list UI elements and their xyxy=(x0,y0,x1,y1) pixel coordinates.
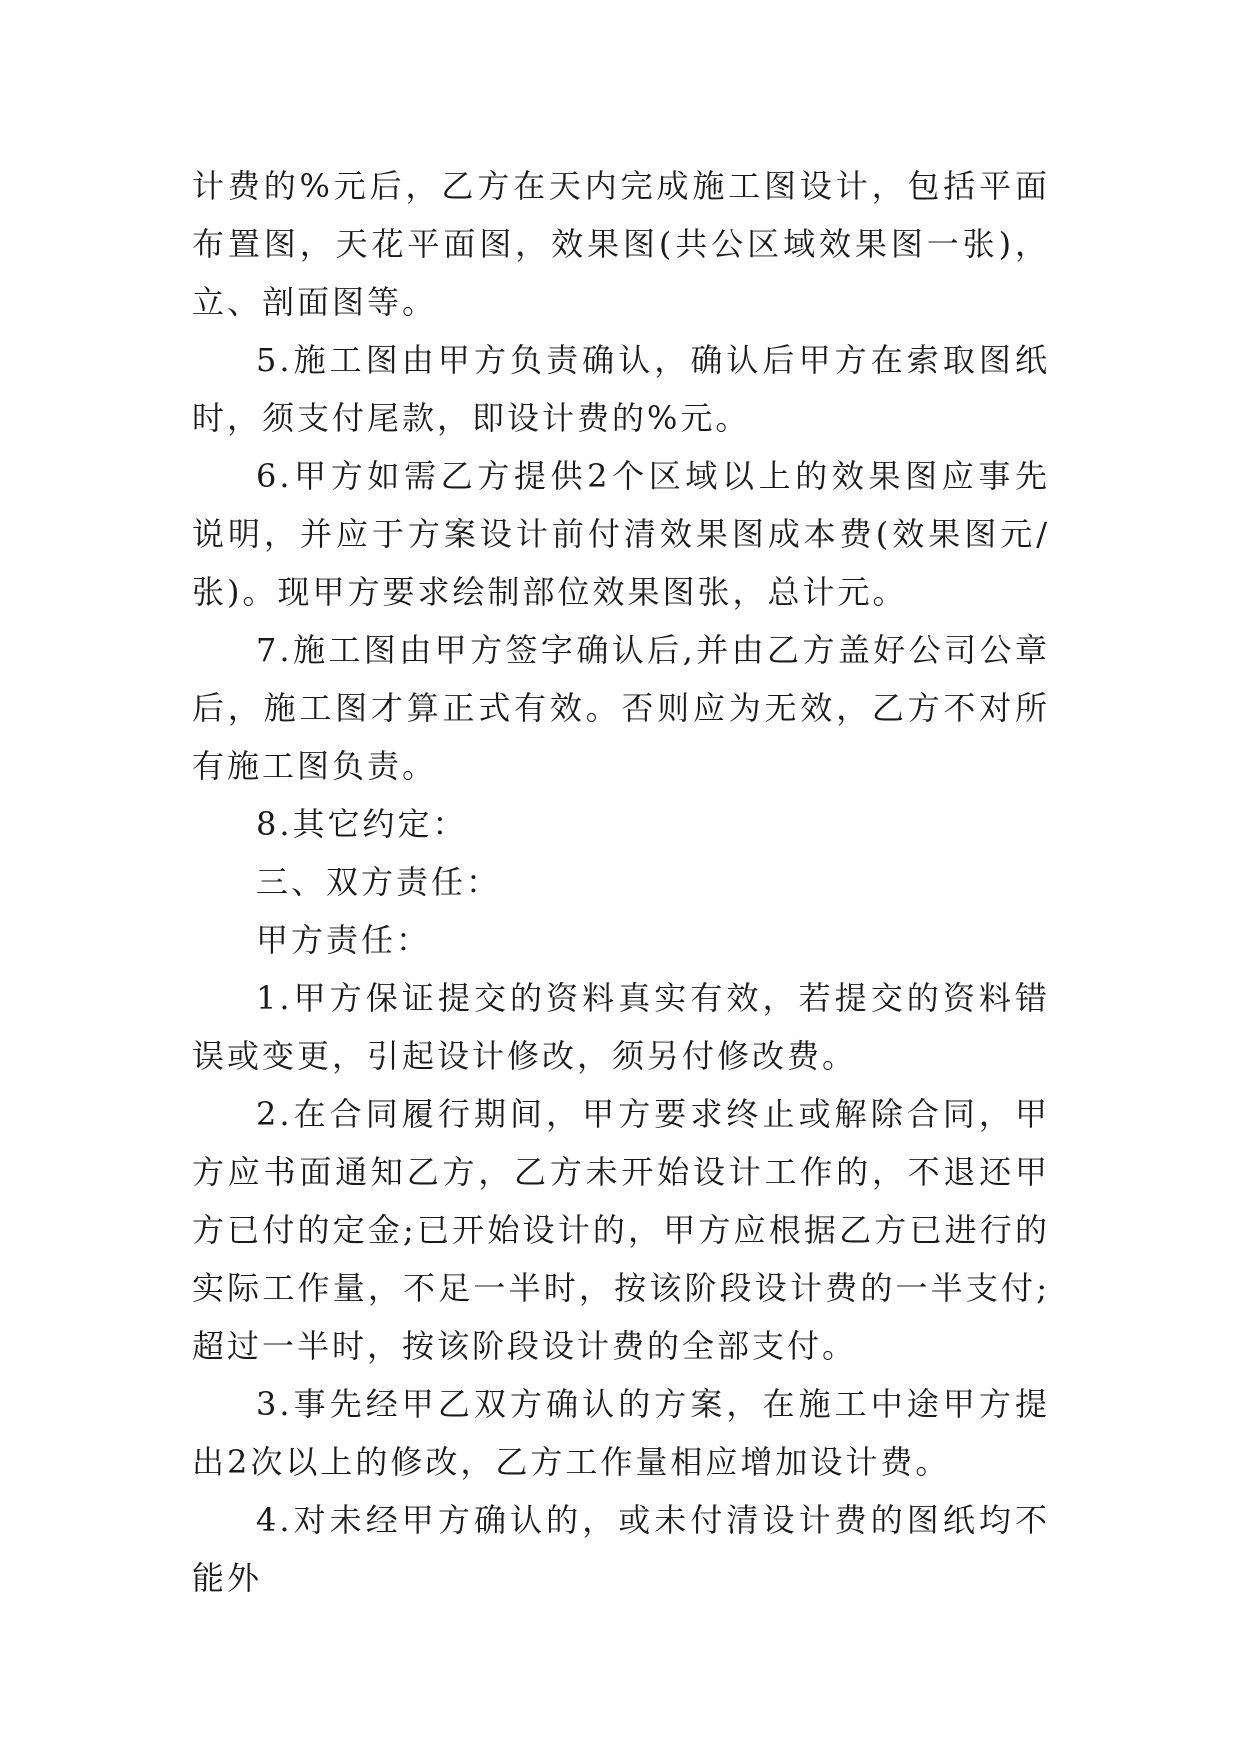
subsection-heading: 甲方责任： xyxy=(256,921,432,959)
paragraph: 3.事先经甲乙双方确认的方案，在施工中途甲方提出2次以上的修改，乙方工作量相应增加设计费。 xyxy=(192,1385,1050,1481)
paragraph: 6.甲方如需乙方提供2个区域以上的效果图应事先说明，并应于方案设计前付清效果图成本费(效果图元/张)。现甲方要求绘制部位效果图张，总计元。 xyxy=(192,457,1050,611)
paragraph: 5.施工图由甲方负责确认，确认后甲方在索取图纸时，须支付尾款，即设计费的%元。 xyxy=(192,341,1050,437)
paragraph: 1.甲方保证提交的资料真实有效，若提交的资料错误或变更，引起设计修改，须另付修改费。 xyxy=(192,979,1050,1075)
document-body xyxy=(192,157,1050,1607)
paragraph: 7.施工图由甲方签字确认后,并由乙方盖好公司公章后，施工图才算正式有效。否则应为无效，乙方不对所有施工图负责。 xyxy=(192,631,1050,785)
paragraph: 8.其它约定： xyxy=(256,805,468,843)
paragraph: 2.在合同履行期间，甲方要求终止或解除合同，甲方应书面通知乙方，乙方未开始设计工作的，不退还甲方已付的定金;已开始设计的，甲方应根据乙方已进行的实际工作量，不足一半时，按该阶段设计费的一半支付;超过一半时，按该阶段设计费的全部支付。 xyxy=(192,1095,1050,1365)
paragraph: 计费的%元后，乙方在天内完成施工图设计，包括平面布置图，天花平面图，效果图(共公区域效果图一张)，立、剖面图等。 xyxy=(192,167,1050,321)
section-heading: 三、双方责任： xyxy=(256,863,502,901)
paragraph: 4.对未经甲方确认的，或未付清设计费的图纸均不能外 xyxy=(192,1501,1050,1597)
